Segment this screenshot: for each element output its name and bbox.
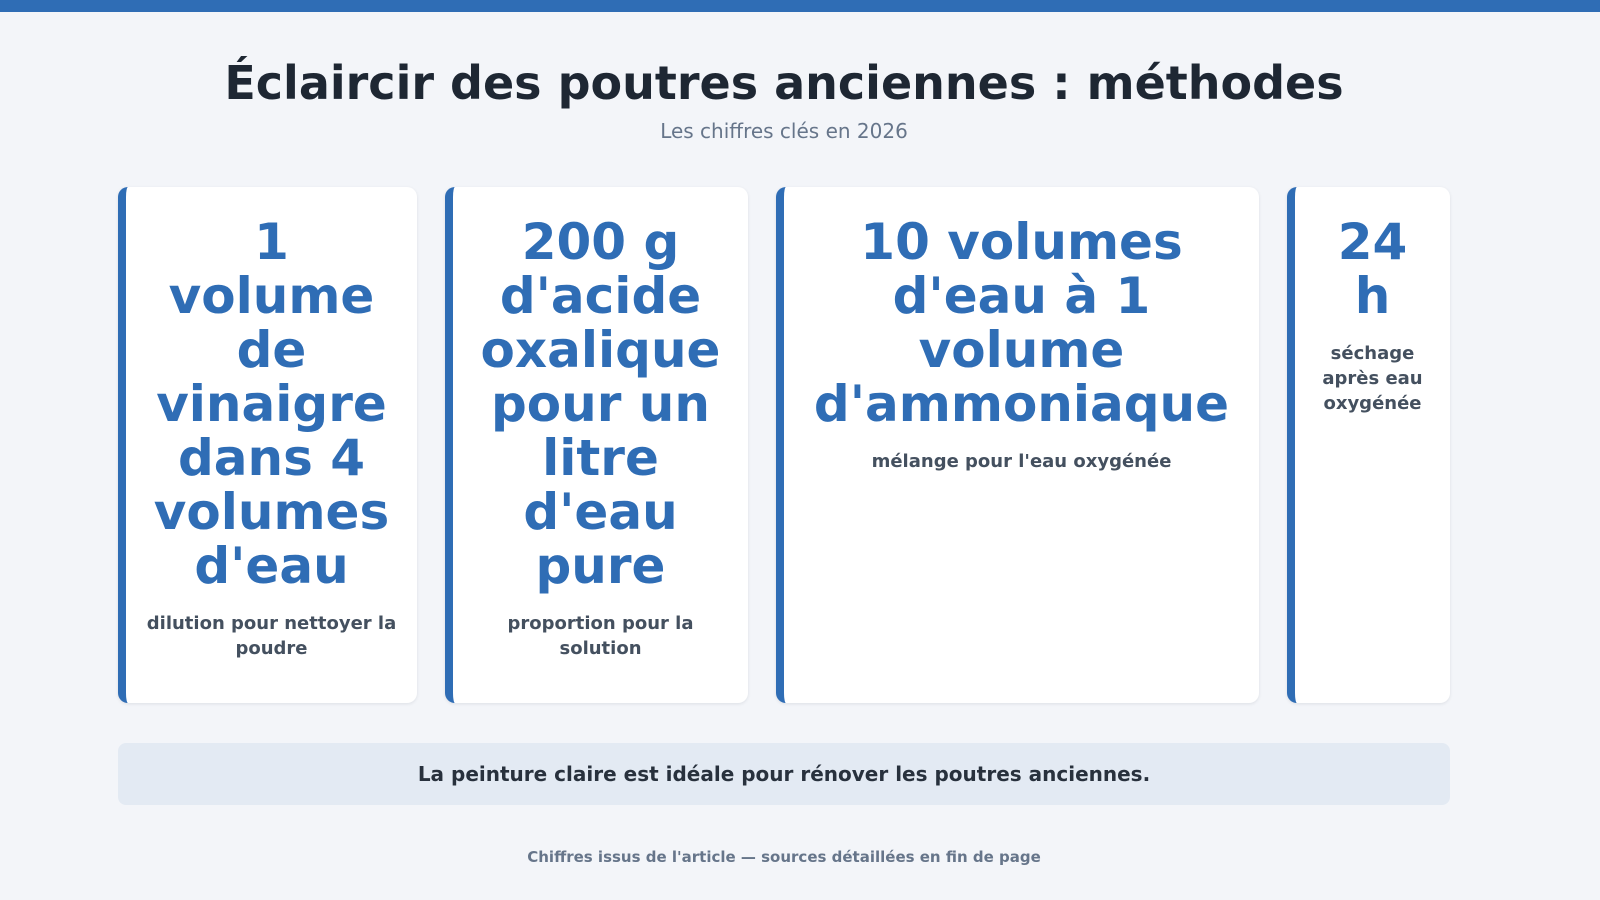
stat-label: proportion pour la solution [507, 613, 694, 659]
footer-note: Chiffres issus de l'article — sources détaillées en fin de page [527, 848, 1041, 866]
stat-card-vinegar-dilution [118, 187, 417, 703]
stat-value: 200 g d'acide oxalique pour un litre d'eau pure [480, 213, 721, 595]
stat-value: 10 volumes d'eau à 1 volume d'ammoniaque [813, 213, 1230, 433]
stat-card-ammonia-mix [776, 187, 1259, 703]
callout-banner [118, 743, 1450, 805]
stat-card-drying-time [1287, 187, 1450, 703]
callout-text: La peinture claire est idéale pour rénover les poutres anciennes. [417, 762, 1151, 786]
stat-value: 1 volume de vinaigre dans 4 volumes d'eau [153, 213, 390, 595]
stat-label: mélange pour l'eau oxygénée [871, 451, 1172, 472]
stat-label: séchage après eau oxygénée [1322, 343, 1423, 414]
top-accent-bar [0, 0, 1600, 12]
page-subtitle: Les chiffres clés en 2026 [660, 119, 908, 143]
stat-card-oxalic-acid [445, 187, 748, 703]
stat-label: dilution pour nettoyer la poudre [146, 613, 397, 659]
stat-value: 24 h [1337, 213, 1408, 325]
page-title: Éclaircir des poutres anciennes : méthodes [224, 56, 1344, 110]
